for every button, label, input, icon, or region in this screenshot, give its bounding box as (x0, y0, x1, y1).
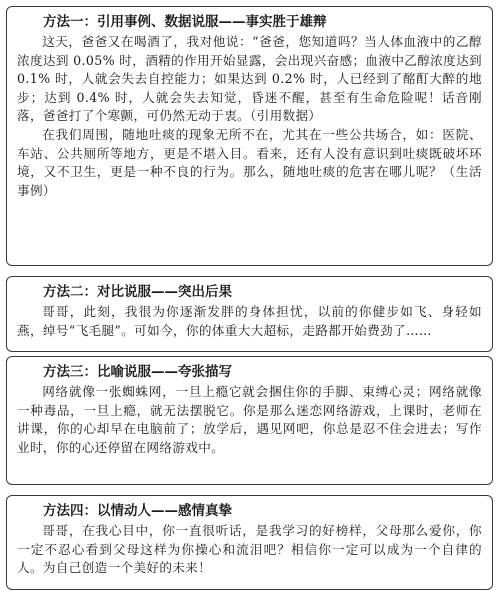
method-three-paragraph: 网络就像一张蜘蛛网，一旦上瘾它就会捆住你的手脚、束缚心灵；网络就像一种毒品，一旦上瘾，就无法摆脱它。你是那么迷恋网络游戏，上课时，老师在讲课，你的心却早在电脑前了；放学后，遇见网吧，你总是忍不住会进去；写作业时，你的心还停留在网络游戏中。 (17, 384, 482, 455)
method-four-title: 方法四：以情动人——感情真挚 (43, 503, 232, 519)
method-two-title: 方法二：对比说服——突出后果 (43, 284, 232, 300)
method-four-paragraph: 哥哥，在我心目中，你一直很听话，是我学习的好榜样，父母那么爱你，你一定不忍心看到父母这样为你操心和流泪吧？相信你一定可以成为一个自律的人。为自己创造一个美好的未来！ (17, 523, 482, 576)
method-two-paragraph: 哥哥，此刻，我很为你逐渐发胖的身体担忧，以前的你健步如飞、身轻如燕，绰号“飞毛腿”。可如今，你的体重大大超标，走路都开始费劲了…… (17, 304, 482, 338)
method-one-card (6, 6, 493, 266)
method-three-title: 方法三：比喻说服——夸张描写 (43, 364, 232, 380)
method-one-paragraph-2: 在我们周围，随地吐痰的现象无所不在，尤其在一些公共场合，如：医院、车站、公共厕所等地方，更是不堪入目。看来，还有人没有意识到吐痰既破坏环境，又不卫生，更是一种不良的行为。那么，随地吐痰的危害在哪儿呢？（生活事例） (17, 126, 482, 198)
method-three-card (6, 356, 493, 485)
method-four-card (6, 495, 493, 590)
method-two-card (6, 276, 493, 352)
method-one-title: 方法一：引用事例、数据说服——事实胜于雄辩 (43, 14, 327, 30)
method-one-paragraph-1: 这天，爸爸又在喝酒了，我对他说：“爸爸，您知道吗？当人体血液中的乙醇浓度达到 0.05% 时，酒精的作用开始显露，会出现兴奋感；血液中乙醇浓度达到 0.1% 时，人就会失去自控能力；如果达到 0.2% 时，人已经到了酩酊大醉的地步；达到 0.4% 时，人就会失去知觉，昏迷不醒，甚至有生命危险呢！话音刚落，爸爸打了个寒颤，可仍然无动于衷。（引用数据） (17, 34, 482, 124)
